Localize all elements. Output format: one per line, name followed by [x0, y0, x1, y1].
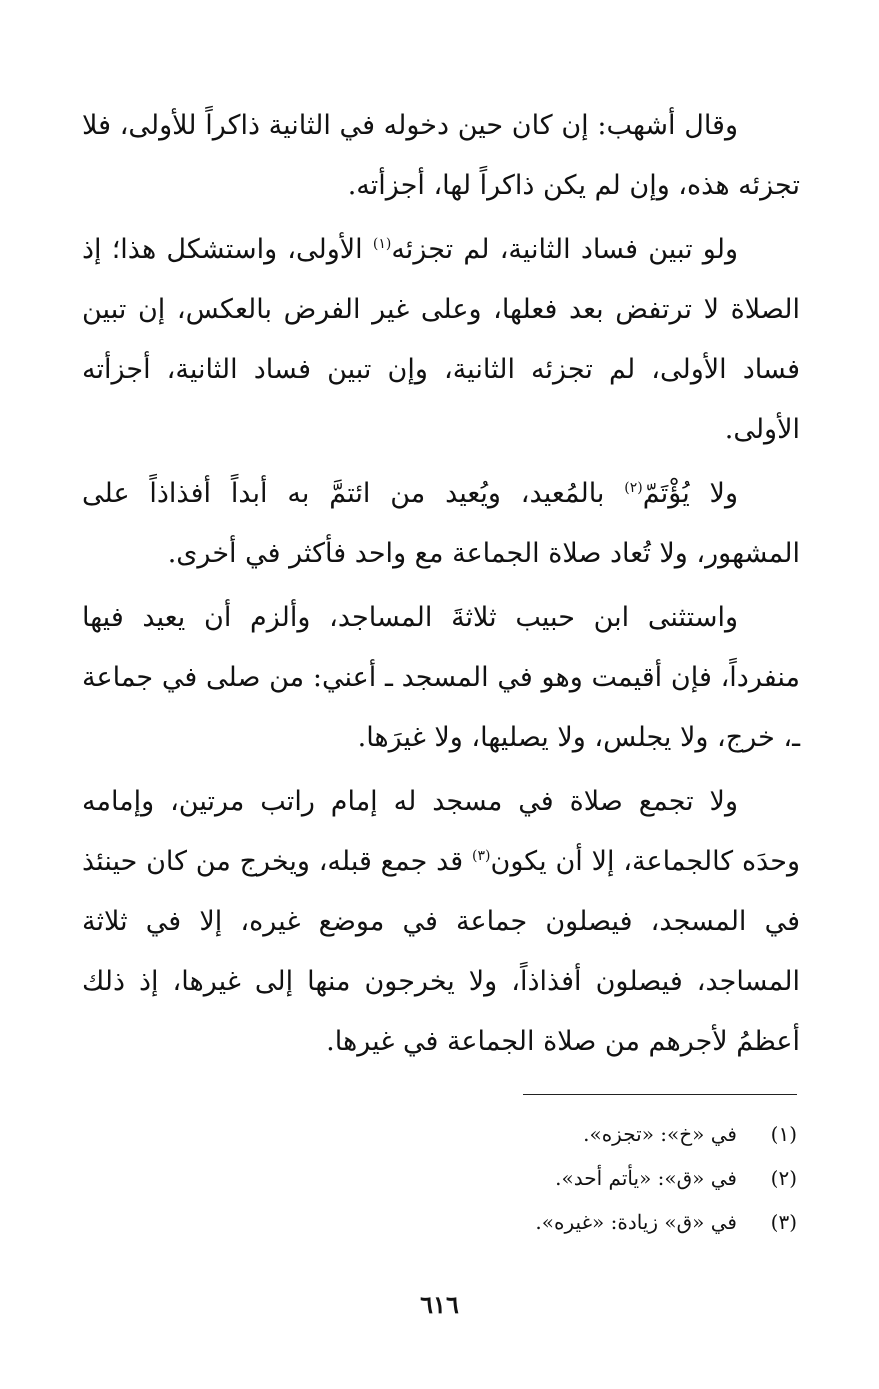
paragraph-2-text-after: الأولى، واستشكل هذا؛ إذ الصلاة لا ترتفض بعد فعلها، وعلى غير الفرض بالعكس، إن تبين فساد الأولى، لم تجزئه الثانية، وإن تبين فساد الثانية، أجزأته الأولى.	[82, 234, 800, 445]
footnote-number: (٢)	[770, 1166, 797, 1190]
paragraph-4-text: واستثنى ابن حبيب ثلاثةَ المساجد، وألزم أن يعيد فيها منفرداً، فإن أقيمت وهو في المسجد ـ أعني: من صلى في جماعة ـ، خرج، ولا يجلس، ولا يصليها، ولا غيرَها.	[82, 602, 800, 753]
footnote-2	[297, 1156, 797, 1200]
footnote-separator	[523, 1094, 797, 1095]
footnote-ref-1[interactable]: (١)	[372, 236, 392, 252]
page-number: ٦١٦	[420, 1290, 459, 1319]
paragraph-5-text-after: قد جمع قبله، ويخرج من كان حينئذ في المسجد، فيصلون جماعة في موضع غيره، إلا في ثلاثة المساجد، فيصلون أفذاذاً، ولا يخرجون منها إلى غيرها، إذ ذلك أعظمُ لأجرهم من صلاة الجماعة في غيرها.	[82, 846, 800, 1057]
paragraph-3	[82, 464, 800, 584]
paragraph-5-text-before: ولا تجمع صلاة في مسجد له إمام راتب مرتين، وإمامه وحدَه كالجماعة، إلا أن يكون	[82, 786, 801, 877]
paragraph-2-text-before: ولو تبين فساد الثانية، لم تجزئه	[391, 234, 738, 265]
footnote-number: (١)	[770, 1122, 797, 1146]
paragraph-1-text: وقال أشهب: إن كان حين دخوله في الثانية ذاكراً للأولى، فلا تجزئه هذه، وإن لم يكن ذاكراً لها، أجزأته.	[82, 110, 800, 201]
footnote-text: في «خ»: «تجزه».	[583, 1122, 737, 1146]
footnote-3	[297, 1200, 797, 1244]
paragraph-3-text-before: ولا يُؤْتَمّ	[642, 478, 738, 509]
paragraph-2	[82, 220, 800, 460]
footnote-ref-2[interactable]: (٢)	[624, 480, 643, 496]
paragraph-5	[82, 772, 800, 1072]
paragraph-4	[82, 588, 800, 768]
footnotes	[297, 1112, 797, 1244]
footnote-ref-3[interactable]: (٣)	[472, 848, 491, 864]
footnote-number: (٣)	[770, 1210, 797, 1234]
paragraph-3-text-after: بالمُعيد، ويُعيد من ائتمَّ به أبداً أفذاذاً على المشهور، ولا تُعاد صلاة الجماعة مع واحد فأكثر في أخرى.	[82, 478, 800, 569]
footnote-text: في «ق»: «يأتم أحد».	[555, 1166, 737, 1190]
footnote-1	[297, 1112, 797, 1156]
footnote-text: في «ق» زيادة: «غيره».	[535, 1210, 737, 1234]
paragraph-1	[82, 96, 800, 216]
main-text	[82, 96, 800, 1076]
